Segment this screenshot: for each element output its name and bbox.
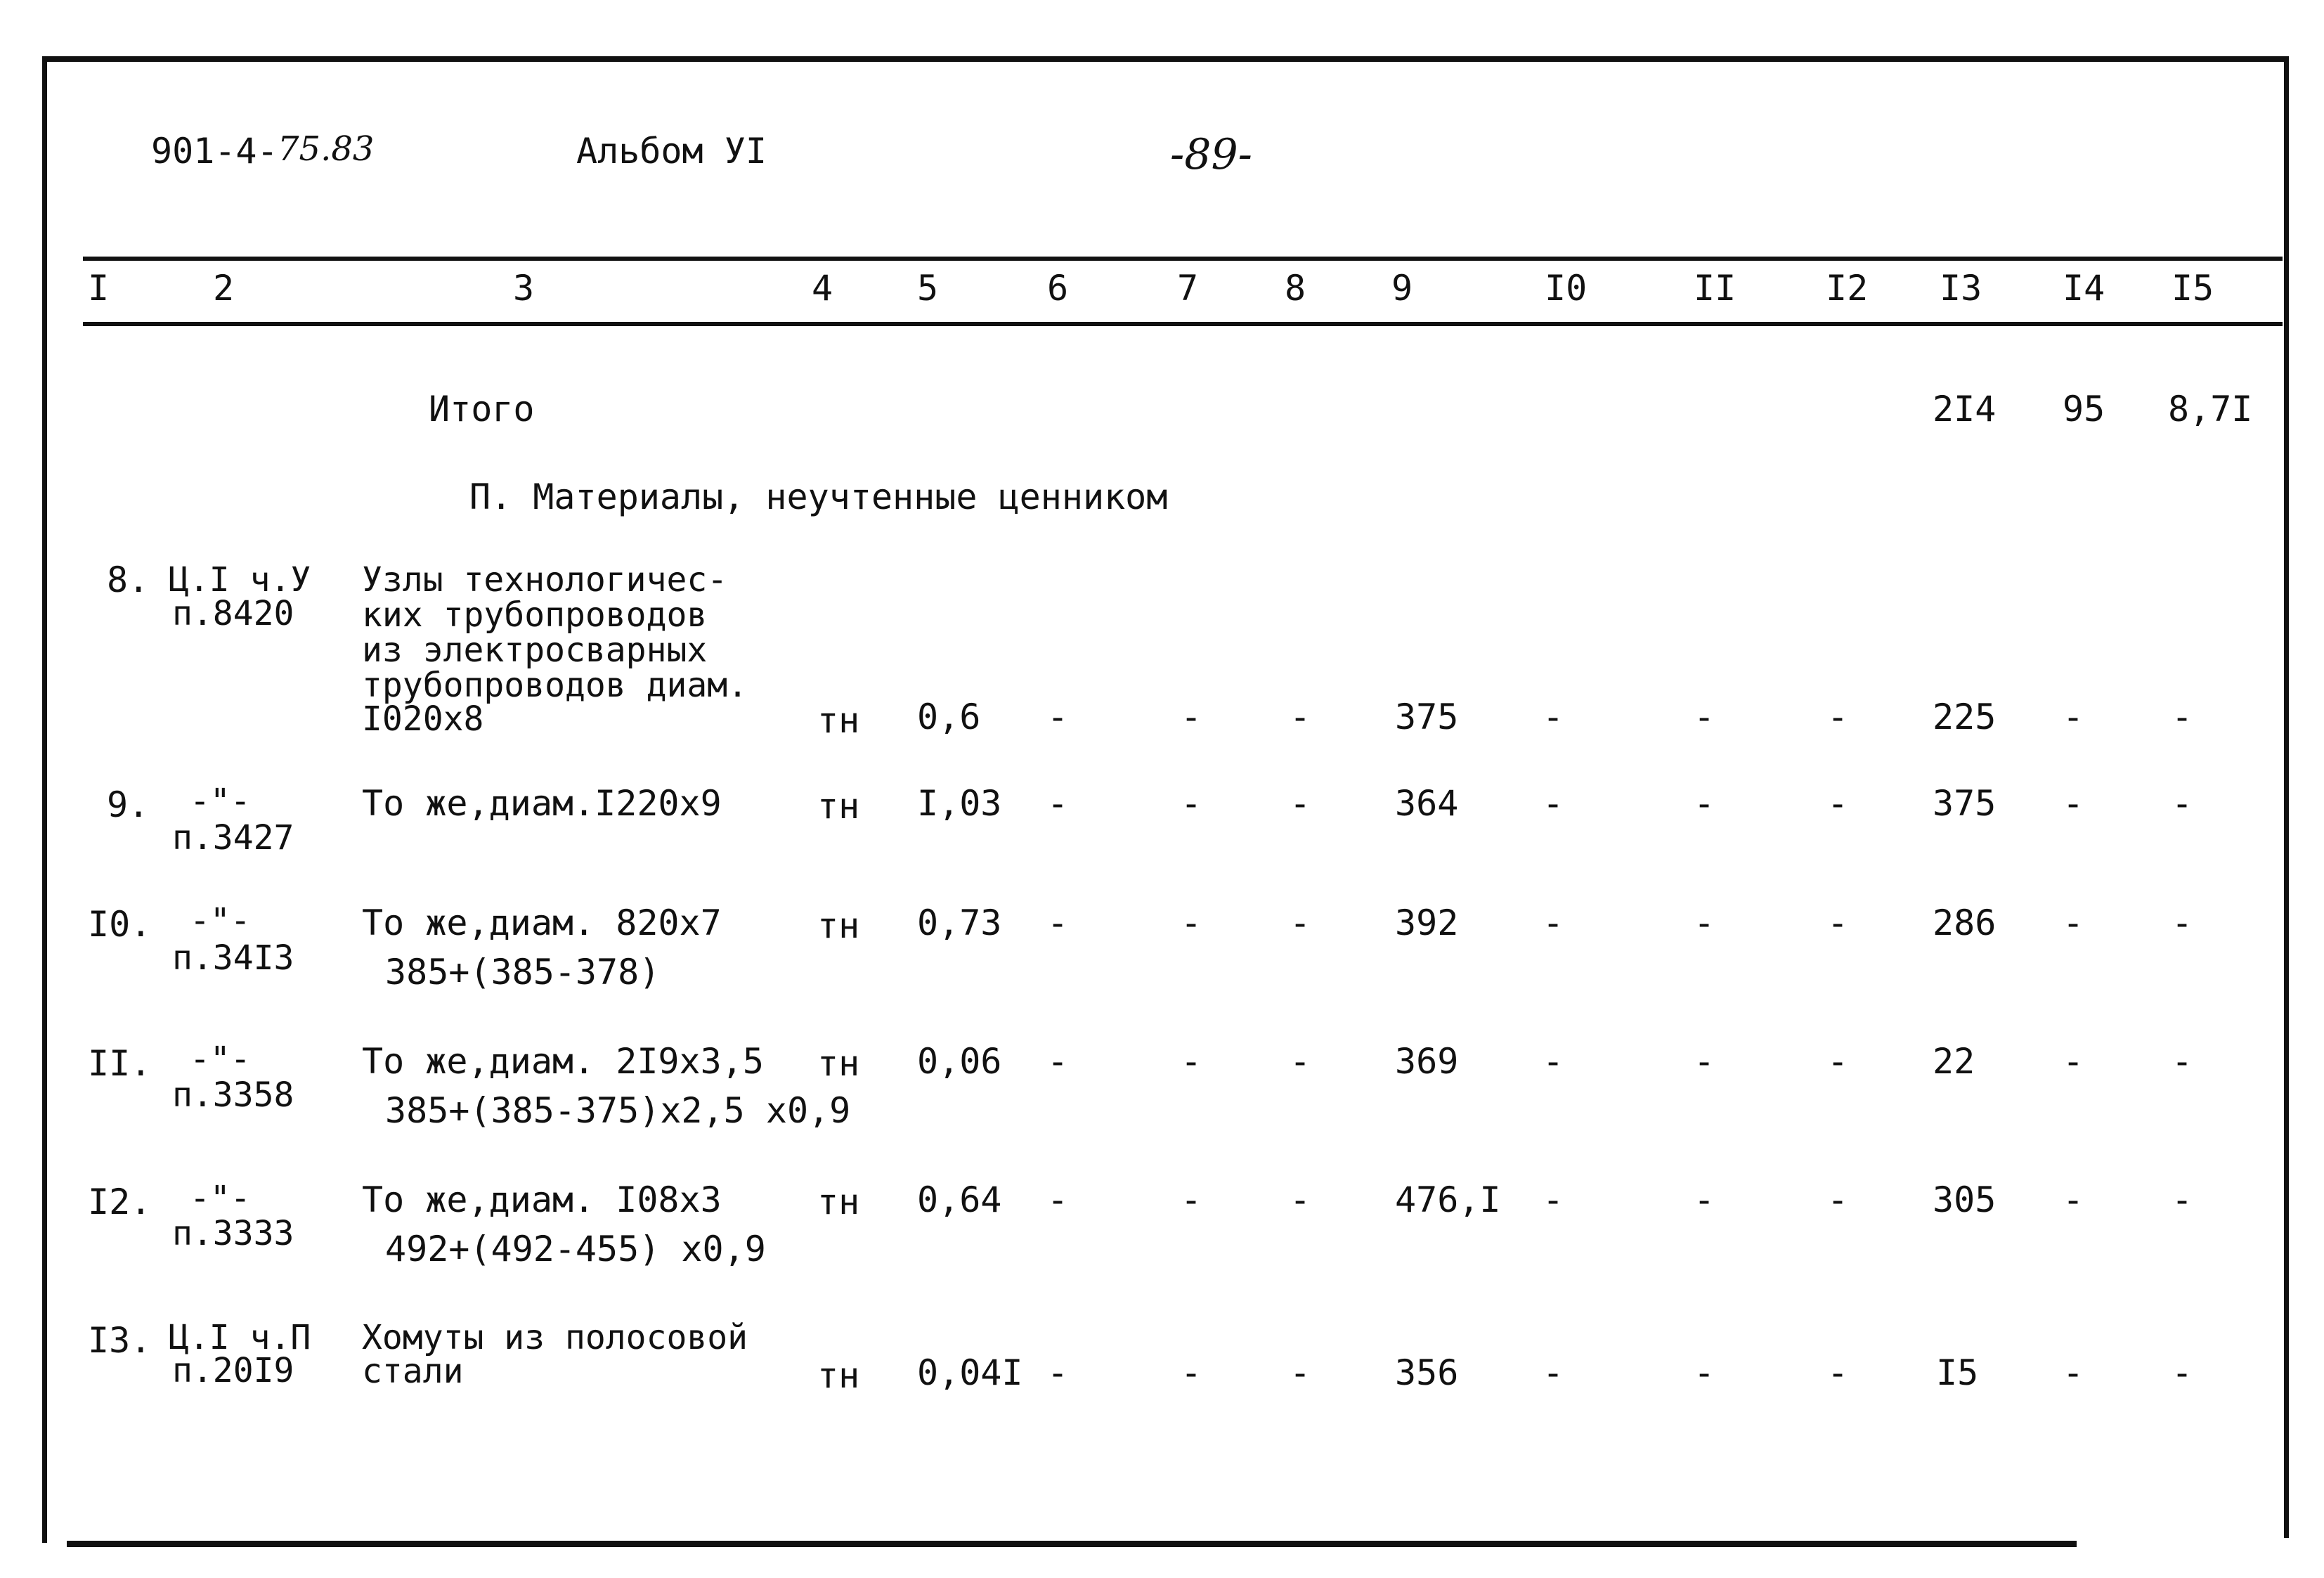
col-15-value: - (2172, 1179, 2193, 1220)
header-rule-top (83, 257, 2283, 261)
col-12-number: I2 (1826, 268, 1869, 309)
total-label: Итого (429, 389, 535, 429)
col-13-value: 286 (1933, 903, 1997, 943)
col-12-value: - (1827, 1352, 1849, 1393)
calculation-line: 385+(385-375)х2,5 х0,9 (385, 1090, 851, 1131)
description-line: стали (362, 1352, 464, 1391)
col-13-number: I3 (1940, 268, 1982, 309)
unit: тн (817, 1355, 860, 1396)
col-9-value: 392 (1395, 903, 1459, 943)
quantity: 0,64 (917, 1179, 1002, 1220)
col-8-value: - (1290, 1352, 1311, 1393)
description-line: I020х8 (362, 699, 484, 739)
col-9-value: 364 (1395, 783, 1459, 824)
description-line: То же,диам. 2I9х3,5 (362, 1041, 764, 1082)
price-code: -"- (190, 1179, 251, 1218)
col-9-number: 9 (1391, 268, 1413, 309)
doc-code-handwritten: 75.83 (278, 129, 375, 169)
col-14-number: I4 (2063, 268, 2105, 309)
col-12-value: - (1827, 1041, 1849, 1082)
price-code: -"- (190, 782, 251, 821)
description-line: То же,диам. 820х7 (362, 903, 722, 943)
description-line: ких трубопроводов (362, 595, 708, 635)
col-10-value: - (1543, 1352, 1564, 1393)
unit: тн (817, 700, 860, 741)
col-13-value: 22 (1933, 1041, 1975, 1082)
col-7-value: - (1181, 783, 1202, 824)
col-5-number: 5 (917, 268, 939, 309)
col-6-value: - (1047, 1179, 1069, 1220)
album-label: Альбом УI (576, 131, 767, 172)
col-8-value: - (1290, 1179, 1311, 1220)
price-item: п.34I3 (172, 938, 294, 978)
col-13-value: 375 (1933, 783, 1997, 824)
row-number: 9. (107, 784, 150, 825)
row-number: I0. (88, 904, 152, 945)
col-12-value: - (1827, 903, 1849, 943)
col-7-value: - (1181, 903, 1202, 943)
quantity: 0,04I (917, 1352, 1023, 1393)
col-8-value: - (1290, 903, 1311, 943)
col-8-value: - (1290, 697, 1311, 737)
description-line: трубопроводов диам. (362, 666, 748, 705)
col-11-value: - (1694, 1041, 1715, 1082)
col-15-number: I5 (2172, 268, 2214, 309)
col-15-value: - (2172, 1041, 2193, 1082)
col-10-value: - (1543, 1179, 1564, 1220)
frame-bottom-border (67, 1541, 2077, 1547)
col-11-number: II (1694, 268, 1736, 309)
col-11-value: - (1694, 1352, 1715, 1393)
price-item: п.20I9 (172, 1351, 294, 1390)
quantity: 0,06 (917, 1041, 1002, 1082)
col-9-value: 476,I (1395, 1179, 1501, 1220)
col-6-value: - (1047, 783, 1069, 824)
quantity: 0,73 (917, 903, 1002, 943)
price-item: п.3333 (172, 1214, 294, 1253)
col-11-value: - (1694, 1179, 1715, 1220)
row-number: I2. (88, 1182, 152, 1222)
col-12-value: - (1827, 783, 1849, 824)
col-8-value: - (1290, 783, 1311, 824)
col-7-value: - (1181, 697, 1202, 737)
col-10-number: I0 (1545, 268, 1588, 309)
col-12-value: - (1827, 697, 1849, 737)
col-2-number: 2 (213, 268, 235, 309)
unit: тн (817, 1182, 860, 1222)
col-11-value: - (1694, 783, 1715, 824)
col-10-value: - (1543, 1041, 1564, 1082)
total-col-13: 2I4 (1933, 389, 1997, 429)
col-13-value: 225 (1933, 697, 1997, 737)
col-11-value: - (1694, 903, 1715, 943)
col-11-value: - (1694, 697, 1715, 737)
col-9-value: 375 (1395, 697, 1459, 737)
col-14-value: - (2063, 1041, 2084, 1082)
unit: тн (817, 905, 860, 946)
col-10-value: - (1543, 697, 1564, 737)
col-8-value: - (1290, 1041, 1311, 1082)
col-6-value: - (1047, 697, 1069, 737)
row-number: 8. (107, 560, 150, 600)
col-10-value: - (1543, 783, 1564, 824)
col-9-value: 369 (1395, 1041, 1459, 1082)
description-line: Хомуты из полосовой (362, 1318, 748, 1357)
col-9-value: 356 (1395, 1352, 1459, 1393)
col-14-value: - (2063, 1352, 2084, 1393)
col-14-value: - (2063, 1179, 2084, 1220)
total-col-15: 8,7I (2168, 389, 2253, 429)
col-14-value: - (2063, 903, 2084, 943)
unit: тн (817, 786, 860, 827)
price-code: -"- (190, 901, 251, 940)
col-15-value: - (2172, 783, 2193, 824)
frame-top-border (42, 56, 2284, 62)
calculation-line: 492+(492-455) х0,9 (385, 1229, 766, 1269)
col-4-number: 4 (812, 268, 833, 309)
col-10-value: - (1543, 903, 1564, 943)
price-code: -"- (190, 1040, 251, 1079)
col-6-value: - (1047, 1352, 1069, 1393)
col-15-value: - (2172, 1352, 2193, 1393)
description-line: То же,диам.I220х9 (362, 783, 722, 824)
description-line: Узлы технологичес- (362, 560, 728, 600)
col-8-number: 8 (1285, 268, 1306, 309)
col-7-value: - (1181, 1179, 1202, 1220)
price-code: Ц.I ч.У (169, 560, 311, 600)
description-line: То же,диам. I08х3 (362, 1179, 722, 1220)
col-13-value: 305 (1933, 1179, 1997, 1220)
col-7-value: - (1181, 1041, 1202, 1082)
col-6-value: - (1047, 1041, 1069, 1082)
doc-code: 901-4- (151, 131, 278, 172)
col-12-value: - (1827, 1179, 1849, 1220)
col-14-value: - (2063, 697, 2084, 737)
header-rule-bottom (83, 322, 2283, 326)
unit: тн (817, 1043, 860, 1084)
price-code: Ц.I ч.П (169, 1318, 311, 1357)
frame-left-border (42, 56, 47, 1543)
col-7-number: 7 (1177, 268, 1199, 309)
quantity: 0,6 (917, 697, 981, 737)
col-1-number: I (88, 268, 110, 309)
row-number: II. (88, 1043, 152, 1084)
price-item: п.8420 (172, 594, 294, 633)
price-item: п.3358 (172, 1075, 294, 1115)
col-6-number: 6 (1047, 268, 1069, 309)
col-13-value: I5 (1936, 1352, 1979, 1393)
row-number: I3. (88, 1320, 152, 1361)
col-15-value: - (2172, 697, 2193, 737)
section-title: П. Материалы, неучтенные ценником (469, 477, 1168, 517)
col-3-number: 3 (513, 268, 535, 309)
col-6-value: - (1047, 903, 1069, 943)
col-14-value: - (2063, 783, 2084, 824)
total-col-14: 95 (2063, 389, 2105, 429)
col-15-value: - (2172, 903, 2193, 943)
price-item: п.3427 (172, 818, 294, 858)
frame-right-border (2284, 56, 2289, 1538)
page-number: -89- (1170, 130, 1252, 179)
description-line: из электросварных (362, 630, 708, 670)
calculation-line: 385+(385-378) (385, 952, 661, 992)
quantity: I,03 (917, 783, 1002, 824)
col-7-value: - (1181, 1352, 1202, 1393)
